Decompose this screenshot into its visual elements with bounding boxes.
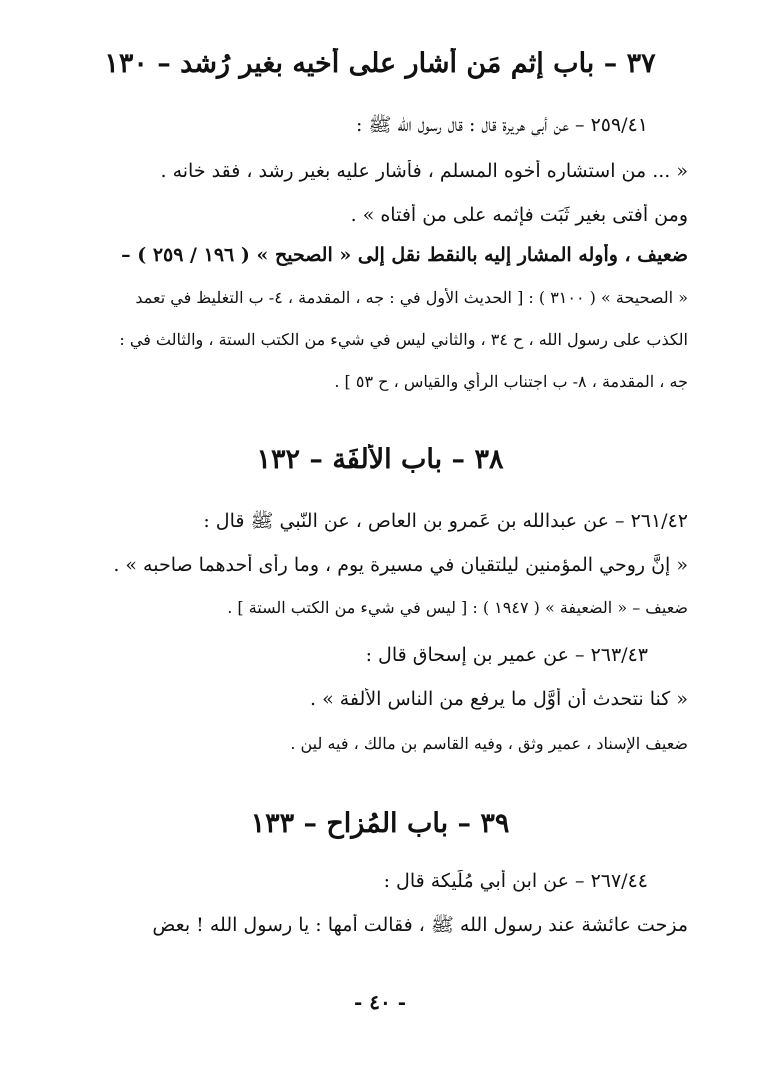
page-number: - ٤٠ - <box>353 990 406 1014</box>
reference-line: جه ، المقدمة ، ٨- ب اجتناب الرأي والقياس ، ح ٥٣ ] . <box>334 372 688 391</box>
grading-line: ضعيف ، وأوله المشار إليه بالنقط نقل إلى « الصحيح » ( ١٩٦ / ٢٥٩ ) – <box>121 244 688 266</box>
grading-line: ضعيف – « الضعيفة » ( ١٩٤٧ ) : [ ليس في شيء من الكتب الستة ] . <box>227 598 688 617</box>
grading-line: ضعيف الإسناد ، عمير وثق ، وفيه القاسم بن مالك ، فيه لين . <box>290 734 688 753</box>
hadith-intro-42: ٢٦١/٤٢ – عن عبدالله بن عَمرو بن العاص ، عن النّبي ﷺ قال : <box>203 510 688 532</box>
hadith-text-line: « ... من استشاره أخوه المسلم ، فأشار عليه بغير رشد ، فقد خانه . <box>160 160 688 182</box>
hadith-text-line: مزحت عائشة عند رسول الله ﷺ ، فقالت أمها : يا رسول الله ! بعض <box>152 914 688 936</box>
reference-line: « الصحيحة » ( ٣١٠٠ ) : [ الحديث الأول في : جه ، المقدمة ، ٤- ب التغليظ في تعمد <box>135 288 688 307</box>
hadith-intro-43: ٢٦٣/٤٣ – عن عمير بن إسحاق قال : <box>365 644 648 666</box>
chapter-heading-37: ٣٧ – باب إثم مَن أشار على أخيه بغير رُشد – ١٣٠ <box>104 48 656 79</box>
chapter-heading-38: ٣٨ – باب الأُلفَة – ١٣٢ <box>256 444 504 475</box>
reference-line: الكذب على رسول الله ، ح ٣٤ ، والثاني ليس في شيء من الكتب الستة ، والثالث في : <box>119 330 688 349</box>
hadith-text-line: ومن أفتى بغير ثَبَت فإثمه على من أفتاه » . <box>350 204 688 226</box>
hadith-text-line: « كنا نتحدث أن أوَّل ما يرفع من الناس الأُلفة » . <box>310 688 688 710</box>
hadith-text-line: « إنَّ روحي المؤمنين ليلتقيان في مسيرة يوم ، وما رأى أحدهما صاحبه » . <box>113 554 688 576</box>
hadith-intro-41: ٢٥٩/٤١ – عن أبي هريرة قال : قال رسول الله ﷺ : <box>356 114 648 136</box>
hadith-intro-44: ٢٦٧/٤٤ – عن ابن أبي مُلَيكة قال : <box>383 870 648 892</box>
chapter-heading-39: ٣٩ – باب المُزاح – ١٣٣ <box>250 808 510 839</box>
